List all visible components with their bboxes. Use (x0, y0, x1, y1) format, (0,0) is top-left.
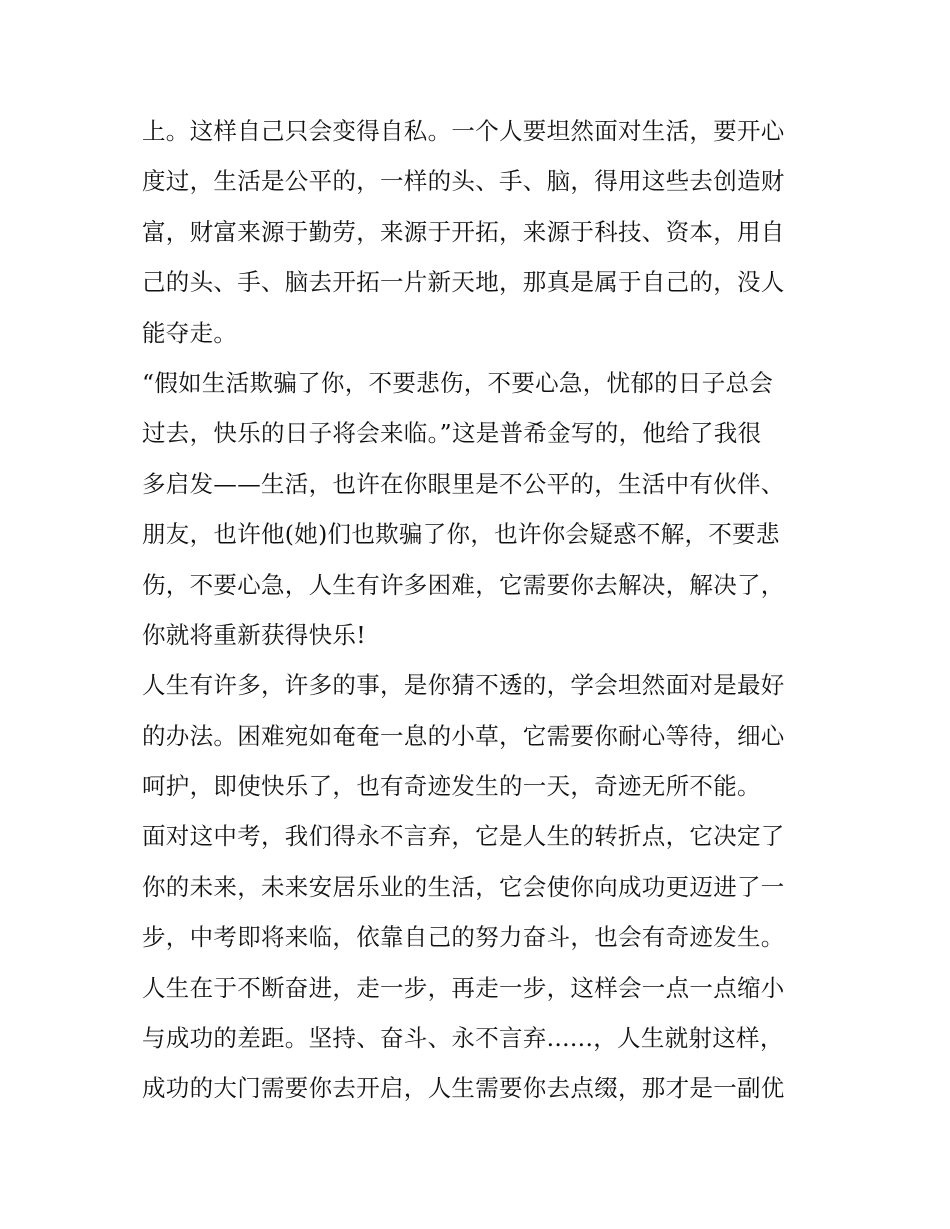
text-line: 步，中考即将来临，依靠自己的努力奋斗，也会有奇迹发生。 (142, 923, 785, 952)
text-line: 度过，生活是公平的，一样的头、手、脑，得用这些去创造财 (142, 167, 785, 196)
text-line: 伤，不要心急，人生有许多困难，它需要你去解决，解决了， (142, 570, 785, 599)
text-line: 人生在于不断奋进，走一步，再走一步，这样会一点一点缩小 (142, 973, 785, 1002)
text-line: 己的头、手、脑去开拓一片新天地，那真是属于自己的，没人 (142, 268, 785, 297)
text-line: 富，财富来源于勤劳，来源于开拓，来源于科技、资本，用自 (142, 217, 785, 246)
text-line: 呵护，即使快乐了，也有奇迹发生的一天，奇迹无所不能。 (142, 772, 761, 801)
text-line: 朋友，也许他(她)们也欺骗了你，也许你会疑惑不解，不要悲 (142, 520, 780, 549)
text-line: 你的未来，未来安居乐业的生活，它会使你向成功更迈进了一 (142, 872, 785, 901)
essay-text (142, 106, 822, 1114)
text-line: 与成功的差距。坚持、奋斗、永不言弃......，人生就射这样， (142, 1024, 784, 1053)
text-line: 上。这样自己只会变得自私。一个人要坦然面对生活，要开心 (142, 117, 785, 145)
text-line: 能夺走。 (142, 318, 238, 347)
text-line: 的办法。困难宛如奄奄一息的小草，它需要你耐心等待，细心 (142, 721, 785, 750)
text-line: 多启发——生活，也许在你眼里是不公平的，生活中有伙伴、 (142, 469, 785, 498)
text-line: 过去，快乐的日子将会来临。”这是普希金写的，他给了我很 (142, 419, 762, 448)
text-line: 你就将重新获得快乐! (142, 620, 366, 649)
text-line: “假如生活欺骗了你，不要悲伤，不要心急，忧郁的日子总会 (142, 368, 774, 397)
text-line: 面对这中考，我们得永不言弃，它是人生的转折点，它决定了 (142, 822, 785, 851)
text-line: 成功的大门需要你去开启，人生需要你去点缀，那才是一副优 (142, 1074, 785, 1103)
text-line: 人生有许多，许多的事，是你猜不透的，学会坦然面对是最好 (142, 671, 785, 700)
